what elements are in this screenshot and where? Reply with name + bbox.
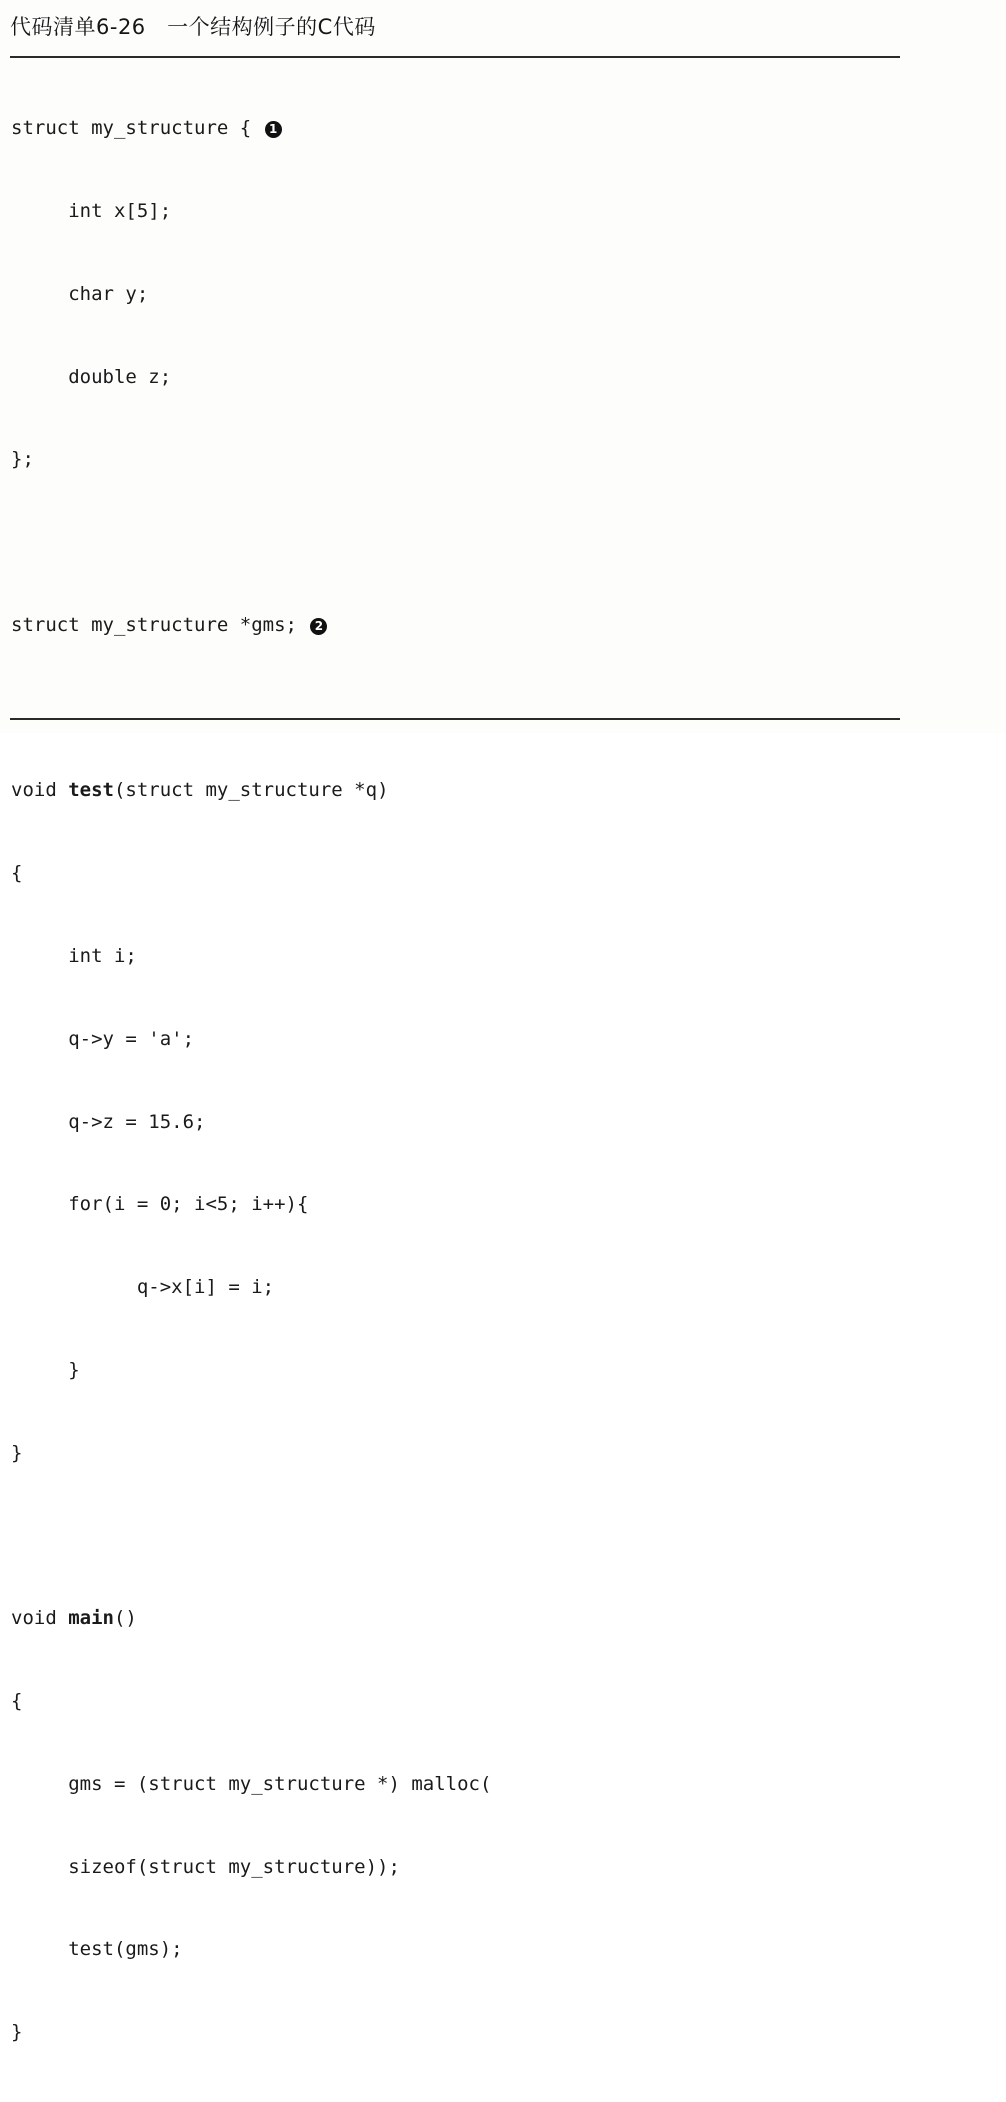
code-line: int i; xyxy=(11,945,137,967)
code-line: q->x[i] = i; xyxy=(11,1276,275,1299)
code-text: (struct my_structure *q) xyxy=(113,779,389,802)
code-line xyxy=(11,529,491,557)
code-line xyxy=(11,115,491,143)
code-line: char y; xyxy=(11,282,149,305)
code-line: int x[5]; xyxy=(11,199,172,222)
callout-marker: 2 xyxy=(310,618,327,635)
code-line xyxy=(11,612,491,640)
code-line xyxy=(11,1522,491,1550)
code-line: } xyxy=(11,2021,23,2044)
code-line: sizeof(struct my_structure)); xyxy=(11,1855,400,1878)
function-name-test: test xyxy=(68,779,114,802)
code-line: { xyxy=(11,862,23,885)
bottom-rule xyxy=(10,718,900,720)
code-line: } xyxy=(11,1441,23,1464)
code-line: q->z = 15.6; xyxy=(11,1110,206,1133)
code-line: { xyxy=(11,1690,23,1713)
code-text: () xyxy=(113,1607,137,1630)
code-text: void xyxy=(11,1607,69,1630)
code-line: test(gms); xyxy=(11,1938,183,1961)
function-name-main: main xyxy=(68,1607,114,1630)
code-line xyxy=(11,1605,491,1633)
code-line: double z; xyxy=(11,365,172,388)
code-text: struct my_structure *gms; xyxy=(11,613,309,636)
code-text: struct my_structure { xyxy=(11,117,263,140)
code-text: void xyxy=(11,779,69,802)
code-line: } xyxy=(11,1358,80,1381)
code-line: for(i = 0; i<5; i++){ xyxy=(11,1193,309,1216)
code-line: q->y = 'a'; xyxy=(11,1027,195,1050)
listing-caption: 代码清单6-26 一个结构例子的C代码 xyxy=(10,15,376,39)
code-line xyxy=(11,777,491,805)
code-line: gms = (struct my_structure *) malloc( xyxy=(11,1772,492,1795)
callout-marker: 1 xyxy=(265,121,282,138)
code-block xyxy=(11,60,491,2102)
code-line: }; xyxy=(11,448,34,471)
top-rule xyxy=(10,56,900,58)
